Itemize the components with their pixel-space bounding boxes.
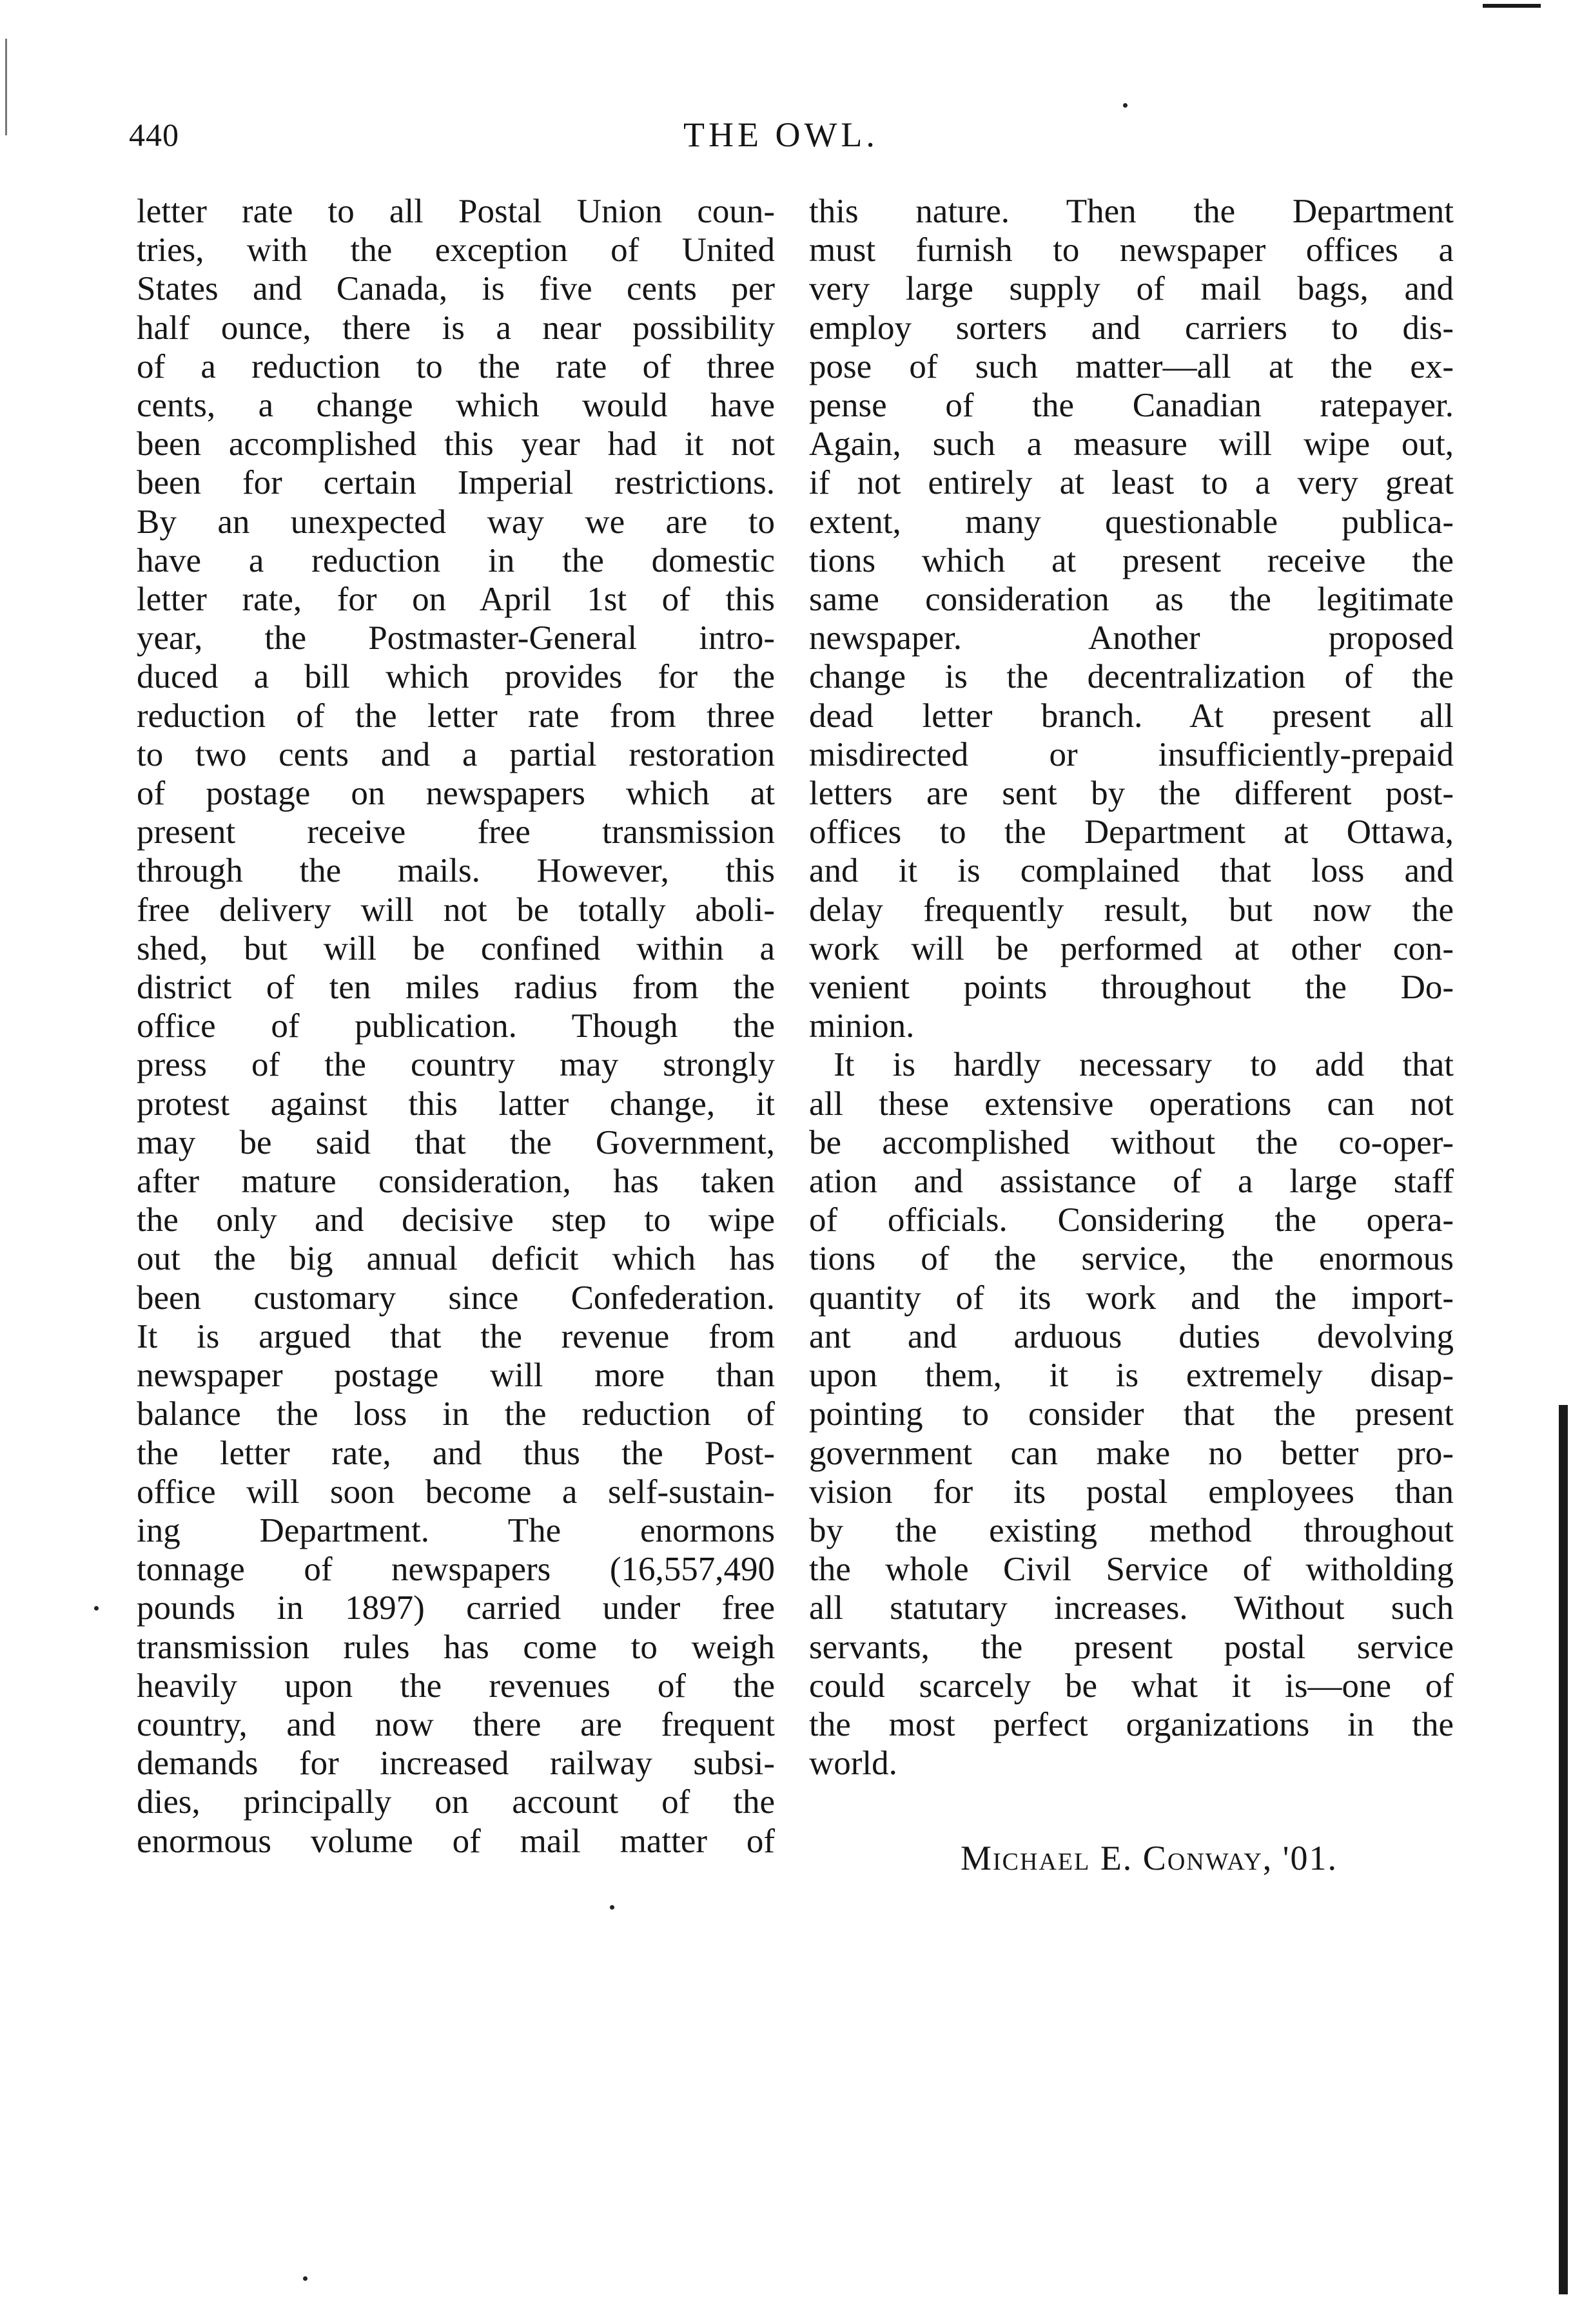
text-line: Again, such a measure will wipe out,	[809, 425, 1454, 463]
text-line: minion.	[809, 1007, 915, 1045]
text-line: the letter rate, and thus the Post-	[137, 1434, 775, 1472]
text-line: out the big annual deficit which has	[137, 1240, 775, 1278]
paragraph-closing	[809, 1045, 1454, 1783]
text-line: could scarcely be what it is—one of	[809, 1667, 1454, 1705]
text-line: world.	[809, 1745, 897, 1783]
text-line: vision for its postal employees than	[809, 1473, 1454, 1511]
text-line: delay frequently result, but now the	[809, 891, 1454, 929]
text-line: district of ten miles radius from the	[137, 969, 775, 1007]
text-line: tions which at present receive the	[809, 541, 1454, 579]
text-line: heavily upon the revenues of the	[137, 1667, 775, 1705]
scan-speck	[610, 1905, 614, 1910]
text-line: quantity of its work and the import-	[809, 1279, 1454, 1317]
left-column	[137, 192, 775, 1861]
text-line: letters are sent by the different post-	[809, 775, 1454, 813]
text-line: press of the country may strongly	[137, 1046, 775, 1084]
text-line: duced a bill which provides for the	[137, 658, 775, 696]
author-signature: Michael E. Conway, '01.	[961, 1839, 1338, 1877]
text-line: been for certain Imperial restrictions.	[137, 464, 775, 502]
text-line: if not entirely at least to a very great	[809, 464, 1454, 502]
scan-artifact-left	[5, 39, 7, 135]
text-line: all statutary increases. Without such	[809, 1589, 1454, 1627]
text-line: present receive free transmission	[137, 813, 775, 851]
scan-artifact-right-bar	[1559, 1405, 1568, 2294]
text-line: after mature consideration, has taken	[137, 1163, 775, 1201]
text-line: country, and now there are frequent	[137, 1705, 775, 1743]
text-line: office of publication. Though the	[137, 1007, 775, 1045]
text-line: half ounce, there is a near possibility	[137, 309, 775, 347]
paragraph-continued	[809, 192, 1454, 1045]
text-line: ation and assistance of a large staff	[809, 1163, 1454, 1201]
text-line: office will soon become a self-sustain-	[137, 1473, 775, 1511]
text-line: ant and arduous duties devolving	[809, 1317, 1454, 1355]
text-line: balance the loss in the reduction of	[137, 1395, 775, 1433]
running-head: THE OWL.	[683, 115, 879, 154]
text-line: this nature. Then the Department	[809, 193, 1454, 230]
text-line: upon them, it is extremely disap-	[809, 1357, 1454, 1395]
text-line: letter rate to all Postal Union coun-	[137, 193, 775, 230]
text-line: newspaper postage will more than	[137, 1357, 775, 1395]
text-line: be accomplished without the co-oper-	[809, 1123, 1454, 1161]
text-line: by the existing method throughout	[809, 1511, 1454, 1549]
text-line: pounds in 1897) carried under free	[137, 1589, 775, 1627]
text-line: servants, the present postal service	[809, 1628, 1454, 1666]
text-line: venient points throughout the Do-	[809, 969, 1454, 1007]
text-line: the most perfect organizations in the	[809, 1705, 1454, 1743]
scan-speck	[303, 2276, 308, 2281]
text-line: of postage on newspapers which at	[137, 775, 775, 813]
text-line: protest against this latter change, it	[137, 1085, 775, 1123]
text-line: all these extensive operations can not	[809, 1085, 1454, 1123]
text-line: same consideration as the legitimate	[809, 581, 1454, 619]
text-line: year, the Postmaster-General intro-	[137, 619, 775, 657]
text-line: tions of the service, the enormous	[809, 1240, 1454, 1278]
text-line: have a reduction in the domestic	[137, 541, 775, 579]
text-line: tries, with the exception of United	[137, 231, 775, 269]
text-line: extent, many questionable publica-	[809, 503, 1454, 541]
text-line: newspaper. Another proposed	[809, 619, 1454, 657]
text-line: work will be performed at other con-	[809, 929, 1454, 967]
text-line: must furnish to newspaper offices a	[809, 231, 1454, 269]
text-line: dead letter branch. At present all	[809, 697, 1454, 735]
text-line: through the mails. However, this	[137, 852, 775, 890]
text-line: the only and decisive step to wipe	[137, 1201, 775, 1239]
text-line: It is hardly necessary to add that	[834, 1046, 1454, 1084]
text-line: of a reduction to the rate of three	[137, 347, 775, 385]
text-line: offices to the Department at Ottawa,	[809, 813, 1454, 851]
text-line: misdirected or insufficiently-prepaid	[809, 735, 1454, 773]
text-line: been customary since Confederation.	[137, 1279, 775, 1317]
text-line: enormous volume of mail matter of	[137, 1822, 775, 1860]
text-line: pense of the Canadian ratepayer.	[809, 387, 1454, 425]
text-line: may be said that the Government,	[137, 1123, 775, 1161]
scan-artifact-top	[1483, 4, 1541, 8]
text-line: been accomplished this year had it not	[137, 425, 775, 463]
text-line: reduction of the letter rate from three	[137, 697, 775, 735]
page-number: 440	[129, 117, 179, 153]
text-line: dies, principally on account of the	[137, 1783, 775, 1821]
text-line: and it is complained that loss and	[809, 852, 1454, 890]
text-line: ing Department. The enormons	[137, 1511, 775, 1549]
text-line: change is the decentralization of the	[809, 658, 1454, 696]
text-line: free delivery will not be totally aboli-	[137, 891, 775, 929]
text-line: of officials. Considering the opera-	[809, 1201, 1454, 1239]
text-line: to two cents and a partial restoration	[137, 735, 775, 773]
text-line: transmission rules has come to weigh	[137, 1628, 775, 1666]
scan-speck	[1123, 103, 1128, 108]
text-line: By an unexpected way we are to	[137, 503, 775, 541]
text-line: pose of such matter—all at the ex-	[809, 347, 1454, 385]
text-line: letter rate, for on April 1st of this	[137, 581, 775, 619]
text-line: States and Canada, is five cents per	[137, 270, 775, 308]
text-line: pointing to consider that the present	[809, 1395, 1454, 1433]
text-line: employ sorters and carriers to dis-	[809, 309, 1454, 347]
text-line: It is argued that the revenue from	[137, 1317, 775, 1355]
text-line: cents, a change which would have	[137, 387, 775, 425]
text-line: shed, but will be confined within a	[137, 929, 775, 967]
scan-speck	[94, 1606, 99, 1611]
text-line: government can make no better pro-	[809, 1434, 1454, 1472]
text-line: the whole Civil Service of witholding	[809, 1551, 1454, 1589]
right-column	[809, 192, 1454, 1783]
text-line: tonnage of newspapers (16,557,490	[137, 1551, 775, 1589]
text-line: very large supply of mail bags, and	[809, 270, 1454, 308]
text-line: demands for increased railway subsi-	[137, 1745, 775, 1783]
